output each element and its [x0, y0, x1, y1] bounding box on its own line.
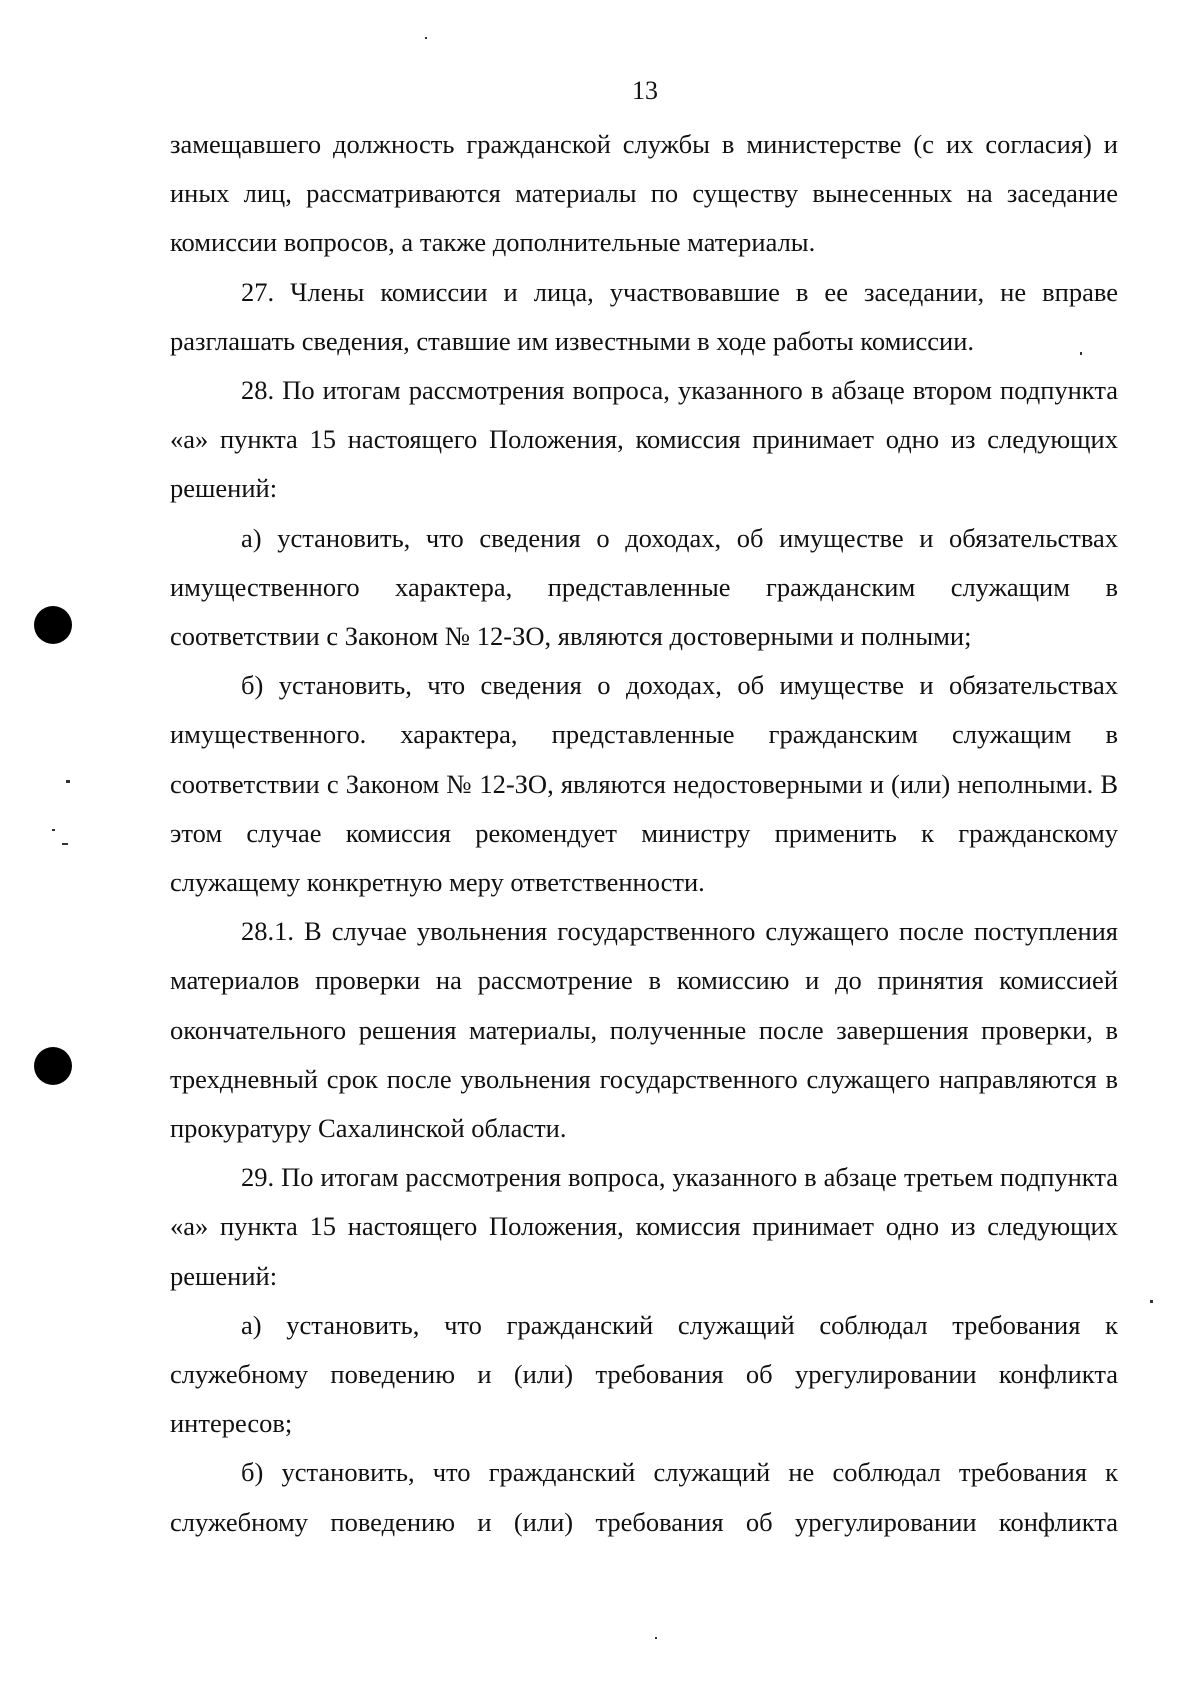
paragraph-28-b: б) установить, что сведения о доходах, об имуществе и обязательствах имущественного. характера, представленные гражданским служащим в соответствии с Законом № 12-ЗО, являются недостоверными и (или) неполными. В этом случае комиссия рекомендует министру применить к гражданскому служащему конкретную меру ответственности.: [170, 670, 1118, 898]
paragraph-29-b: б) установить, что гражданский служащий не соблюдал требования к служебному поведению и (или) требования об урегулировании конфликта: [170, 1457, 1118, 1537]
scan-speck: [655, 1637, 657, 1639]
scan-speck: [66, 780, 70, 783]
punch-hole-mark: [34, 606, 72, 644]
page-number: 13: [632, 76, 658, 105]
paragraph-continuation: замещавшего должность гражданской службы в министерстве (с их согласия) и иных лиц, рассматриваются материалы по существу вынесенных на заседание комиссии вопросов, а также дополнительные материалы.: [170, 129, 1118, 258]
scan-speck: [1080, 352, 1082, 355]
paragraph-28-a: а) установить, что сведения о доходах, об имуществе и обязательствах имущественного характера, представленные гражданским служащим в соответствии с Законом № 12-ЗО, являются достоверными и полными;: [170, 522, 1118, 652]
paragraph-29-a: а) установить, что гражданский служащий соблюдал требования к служебному поведению и (или) требования об урегулировании конфликта интересов;: [170, 1309, 1118, 1439]
scan-speck: [1150, 1300, 1153, 1303]
scan-speck: [425, 37, 427, 39]
paragraph-28: 28. По итогам рассмотрения вопроса, указанного в абзаце втором подпункта «а» пункта 15 настоящего Положения, комиссия принимает одно из следующих решений:: [170, 375, 1118, 504]
paragraph-27: 27. Члены комиссии и лица, участвовавшие в ее заседании, не вправе разглашать сведения, ставшие им известными в ходе работы комиссии.: [170, 276, 1118, 356]
document-body: [170, 120, 1118, 1547]
scan-speck: [62, 843, 68, 845]
scan-speck: [52, 829, 55, 831]
punch-hole-mark: [34, 1047, 72, 1085]
paragraph-28-1: 28.1. В случае увольнения государственного служащего после поступления материалов проверки на рассмотрение в комиссию и до принятия комиссией окончательного решения материалы, полученные после завершения проверки, в трехдневный срок после увольнения государственного служащего направляются в прокуратуру Сахалинской области.: [170, 916, 1118, 1144]
paragraph-29: 29. По итогам рассмотрения вопроса, указанного в абзаце третьем подпункта «а» пункта 15 настоящего Положения, комиссия принимает одно из следующих решений:: [170, 1162, 1118, 1291]
